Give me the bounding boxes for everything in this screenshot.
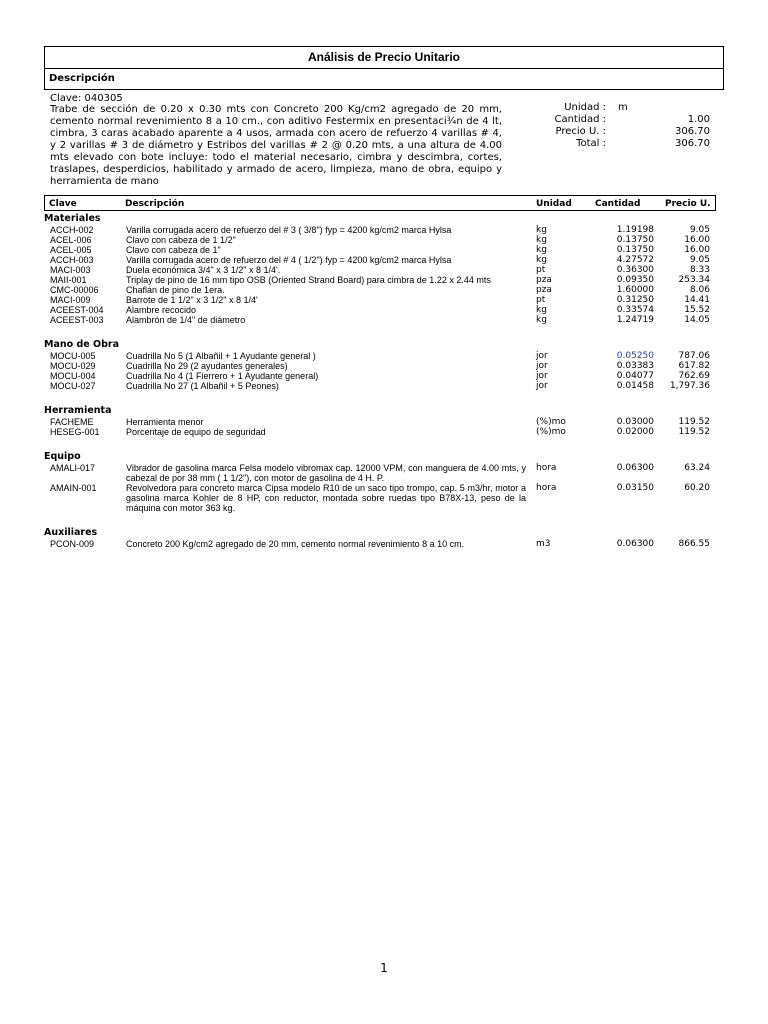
concept-info [44,90,724,195]
item-unit: jor [536,351,548,361]
item-quantity: 0.09350 [616,275,654,285]
item-price: 15.52 [684,305,710,315]
concept-summary [504,102,714,150]
group-title: Equipo [44,451,81,462]
table-row [44,463,724,483]
table-row [44,225,724,235]
item-description: Alambre recocido [126,305,197,315]
item-unit: jor [536,381,548,391]
table-row [44,539,724,549]
item-quantity: 0.13750 [616,245,654,255]
item-price: 16.00 [684,235,710,245]
item-description: Barrote de 1 1/2" x 3 1/2" x 8 1/4' [126,295,258,305]
group-title: Materiales [44,213,101,224]
item-code: MOCU-027 [50,381,96,391]
item-code: AMALI-017 [50,463,96,473]
item-unit: kg [536,225,547,235]
item-price: 8.33 [689,265,710,275]
item-unit: kg [536,305,547,315]
item-code: FACHEME [50,417,94,427]
item-description: Varilla corrugada acero de refuerzo del # 3 ( 3/8") fyp = 4200 kg/cm2 marca Hylsa [126,225,452,235]
item-price: 9.05 [689,255,710,265]
item-unit: kg [536,315,547,325]
item-unit: kg [536,245,547,255]
item-unit: kg [536,235,547,245]
item-quantity: 4.27572 [616,255,654,265]
item-description: Vibrador de gasolina marca Felsa modelo vibromax cap. 12000 VPM, con manguera de 4.00 mts, y cabezal de por 38 mm ( 1 1/2"), con motor de gasolina de 4 H. P. [126,463,526,483]
item-description: Herramienta menor [126,417,204,427]
concept-clave: Clave: 040305 [50,93,123,104]
group-title: Herramienta [44,405,112,416]
item-code: MOCU-005 [50,351,96,361]
group-title: Mano de Obra [44,339,119,350]
table-row [44,275,724,285]
item-code: ACEEST-003 [50,315,104,325]
item-code: AMAIN-001 [50,483,97,493]
col-unidad: Unidad [536,199,572,209]
group-spacer [44,437,724,449]
item-code: MACI-003 [50,265,91,275]
item-unit: hora [536,483,557,493]
item-code: ACEEST-004 [50,305,104,315]
col-cantidad: Cantidad [595,199,641,209]
group-spacer [44,391,724,403]
item-price: 866.55 [678,539,710,549]
group-spacer [44,513,724,525]
item-description: Varilla corrugada acero de refuerzo del # 4 ( 1/2") fyp = 4200 kg/cm2 marca Hylsa [126,255,452,265]
item-code: PCON-009 [50,539,95,549]
item-description: Cuadrilla No 4 (1 Fierrero + 1 Ayudante general) [126,371,319,381]
item-quantity: 0.05250 [616,351,654,361]
group-materiales [44,213,724,325]
item-unit: hora [536,463,557,473]
total-label: Total : [576,138,606,149]
table-row [44,265,724,275]
item-code: MOCU-004 [50,371,96,381]
item-unit: jor [536,371,548,381]
group-auxiliares [44,527,724,549]
item-code: MOCU-029 [50,361,96,371]
table-row [44,427,724,437]
item-unit: (%)mo [536,417,566,427]
page-title: Análisis de Precio Unitario [44,46,724,69]
group-herramienta [44,405,724,437]
item-unit: pza [536,275,552,285]
item-unit: (%)mo [536,427,566,437]
descripcion-heading: Descripción [44,69,724,90]
item-description: Triplay de pino de 16 mm tipo OSB (Oriented Strand Board) para cimbra de 1.22 x 2.44 mts [126,275,491,285]
table-row [44,361,724,371]
item-code: MAII-001 [50,275,87,285]
apu-sheet [44,46,724,549]
group-mano-de-obra [44,339,724,391]
precio-label: Precio U. : [555,126,606,137]
unidad-label: Unidad : [564,102,606,113]
item-code: ACEL-006 [50,235,92,245]
cantidad-label: Cantidad : [554,114,606,125]
item-description: Clavo con cabeza de 1" [126,245,221,255]
page-number: 1 [380,961,388,975]
item-description: Porcentaje de equipo de seguridad [126,427,266,437]
col-clave: Clave [49,199,77,209]
item-description: Clavo con cabeza de 1 1/2" [126,235,236,245]
item-quantity: 0.33574 [616,305,654,315]
table-row [44,255,724,265]
item-price: 14.41 [684,295,710,305]
item-quantity: 0.36300 [616,265,654,275]
item-price: 1,797.36 [669,381,710,391]
item-price: 60.20 [684,483,710,493]
item-quantity: 0.31250 [616,295,654,305]
item-quantity: 1.19198 [616,225,654,235]
item-description: Chaflán de pino de 1era. [126,285,225,295]
col-precio: Precio U. [665,199,711,209]
cantidad-value: 1.00 [687,114,710,125]
item-price: 14.05 [684,315,710,325]
item-unit: kg [536,255,547,265]
table-row [44,305,724,315]
item-unit: pza [536,285,552,295]
table-row [44,245,724,255]
item-price: 8.06 [689,285,710,295]
item-description: Cuadrilla No 5 (1 Albañil + 1 Ayudante general ) [126,351,316,361]
item-description: Duela económica 3/4" x 3 1/2" x 8 1/4'. [126,265,281,275]
table-row [44,371,724,381]
item-price: 9.05 [689,225,710,235]
item-unit: pt [536,265,546,275]
item-unit: pt [536,295,546,305]
cost-groups [44,213,724,549]
group-title: Auxiliares [44,527,98,538]
item-price: 119.52 [678,427,710,437]
item-code: HESEG-001 [50,427,100,437]
item-price: 253.34 [678,275,710,285]
group-equipo [44,451,724,513]
item-code: ACCH-003 [50,255,94,265]
item-quantity: 0.01458 [616,381,654,391]
total-value: 306.70 [675,138,710,149]
table-row [44,351,724,361]
item-price: 762.69 [678,371,710,381]
item-description: Concreto 200 Kg/cm2 agregado de 20 mm, cemento normal revenimiento 8 a 10 cm. [126,539,465,549]
item-description: Revolvedora para concreto marca Cipsa modelo R10 de un saco tipo trompo, cap. 5 m3/hr, motor a gasolina marca Kohler de 8 HP, con reductor, montada sobre ruedas tipo B78X-13, peso de la máquina con motor 363 kg. [126,483,526,513]
table-row [44,235,724,245]
item-price: 119.52 [678,417,710,427]
item-quantity: 0.13750 [616,235,654,245]
item-quantity: 0.03383 [616,361,654,371]
table-header [44,195,716,211]
precio-value: 306.70 [675,126,710,137]
table-row [44,381,724,391]
item-code: ACEL-005 [50,245,92,255]
group-spacer [44,325,724,337]
item-quantity: 1.24719 [616,315,654,325]
item-code: MACI-009 [50,295,91,305]
item-quantity: 0.03000 [616,417,654,427]
table-row [44,417,724,427]
item-price: 63.24 [684,463,710,473]
unidad-value: m [618,102,628,113]
item-description: Cuadrilla No 29 (2 ayudantes generales) [126,361,288,371]
table-row [44,285,724,295]
item-quantity: 0.06300 [616,463,654,473]
item-description: Alambrón de 1/4" de diámetro [126,315,246,325]
item-code: ACCH-002 [50,225,94,235]
item-quantity: 0.02000 [616,427,654,437]
table-row [44,315,724,325]
item-price: 787.06 [678,351,710,361]
item-quantity: 0.06300 [616,539,654,549]
concept-description: Trabe de sección de 0.20 x 0.30 mts con Concreto 200 Kg/cm2 agregado de 20 mm, cemento normal revenimiento 8 a 10 cm., con aditivo Festermix en presentaci¾n de 4 lt, cimbra, 3 caras acabado aparente a 4 usos, armada con acero de refuerzo 4 varillas # 4, y 2 varillas # 3 de diámetro y Estribos del varillas # 2 @ 0.20 mts, a una altura de 4.00 mts elevado con bote incluye: todo el material necesario, cimbra y descimbra, cortes, traslapes, desperdicios, habilitado y armado de acero, limpieza, mano de obra, equipo y herramienta de mano [50,104,502,187]
item-quantity: 1.60000 [616,285,654,295]
item-unit: m3 [536,539,551,549]
table-row [44,295,724,305]
item-code: CMC-00006 [50,285,99,295]
item-description: Cuadrilla No 27 (1 Albañil + 5 Peones) [126,381,279,391]
item-unit: jor [536,361,548,371]
item-price: 617.82 [678,361,710,371]
item-price: 16.00 [684,245,710,255]
col-descripcion: Descripción [125,199,185,209]
item-quantity: 0.04077 [616,371,654,381]
table-row [44,483,724,513]
item-quantity: 0.03150 [616,483,654,493]
